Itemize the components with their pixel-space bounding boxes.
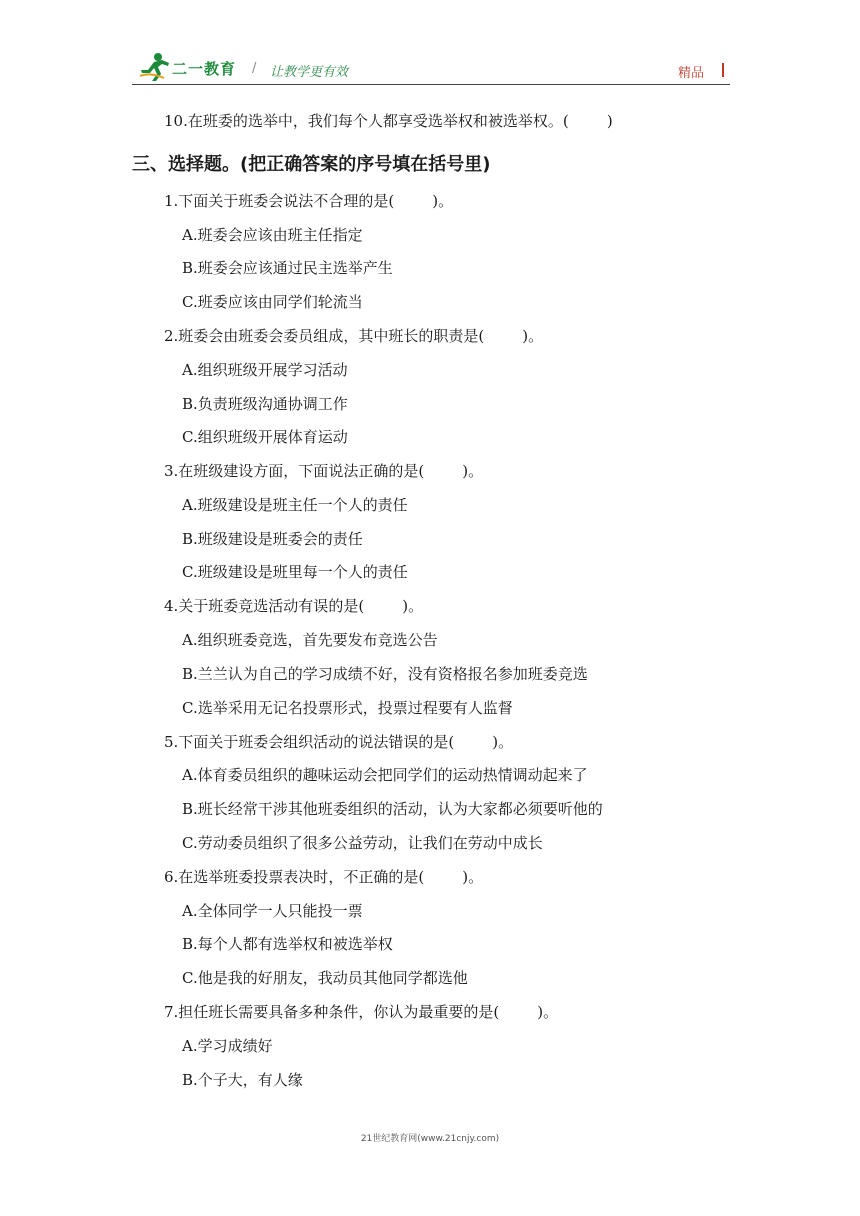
page-footer: 21世纪教育网(www.21cnjy.com) [360, 1134, 500, 1144]
option: B.班长经常干涉其他班委组织的活动，认为大家都必须要听他的 [182, 800, 603, 818]
badge-bar [722, 63, 724, 77]
question-stem: 2.班委会由班委会委员组成，其中班长的职责是( )。 [164, 327, 544, 345]
option: C.选举采用无记名投票形式，投票过程要有人监督 [182, 699, 513, 717]
option: B.个子大，有人缘 [182, 1071, 303, 1089]
question-stem: 7.担任班长需要具备多种条件，你认为最重要的是( )。 [164, 1003, 559, 1021]
option: A.体育委员组织的趣味运动会把同学们的运动热情调动起来了 [182, 766, 588, 784]
quality-badge: 精品 [677, 66, 704, 81]
page-header [132, 50, 730, 84]
option: A.班委会应该由班主任指定 [182, 226, 363, 244]
question-stem: 4.关于班委竞选活动有误的是( )。 [164, 597, 424, 615]
question-10: 10.在班委的选举中，我们每个人都享受选举权和被选举权。( ) [164, 112, 613, 130]
option: C.劳动委员组织了很多公益劳动，让我们在劳动中成长 [182, 834, 543, 852]
running-figure-logo-icon [138, 52, 172, 82]
option: C.班级建设是班里每一个人的责任 [182, 563, 408, 581]
option: B.班委会应该通过民主选举产生 [182, 259, 393, 277]
option: B.兰兰认为自己的学习成绩不好，没有资格报名参加班委竞选 [182, 665, 588, 683]
option: C.班委应该由同学们轮流当 [182, 293, 363, 311]
option: C.组织班级开展体育运动 [182, 428, 348, 446]
brand-slogan: 让教学更有效 [270, 65, 349, 80]
section-title: 三、选择题。(把正确答案的序号填在括号里) [132, 154, 491, 175]
header-divider [132, 84, 730, 85]
option: B.班级建设是班委会的责任 [182, 530, 363, 548]
option: B.负责班级沟通协调工作 [182, 395, 348, 413]
option: A.组织班委竞选，首先要发布竞选公告 [182, 631, 438, 649]
option: A.班级建设是班主任一个人的责任 [182, 496, 408, 514]
question-stem: 1.下面关于班委会说法不合理的是( )。 [164, 192, 454, 210]
option: B.每个人都有选举权和被选举权 [182, 935, 393, 953]
header-separator: / [252, 61, 257, 76]
question-stem: 5.下面关于班委会组织活动的说法错误的是( )。 [164, 733, 514, 751]
brand-name: 二一教育 [172, 60, 237, 78]
option: C.他是我的好朋友，我动员其他同学都选他 [182, 969, 468, 987]
question-stem: 6.在选举班委投票表决时，不正确的是( )。 [164, 868, 484, 886]
option: A.学习成绩好 [182, 1037, 273, 1055]
option: A.组织班级开展学习活动 [182, 361, 348, 379]
option: A.全体同学一人只能投一票 [182, 902, 363, 920]
question-stem: 3.在班级建设方面，下面说法正确的是( )。 [164, 462, 484, 480]
